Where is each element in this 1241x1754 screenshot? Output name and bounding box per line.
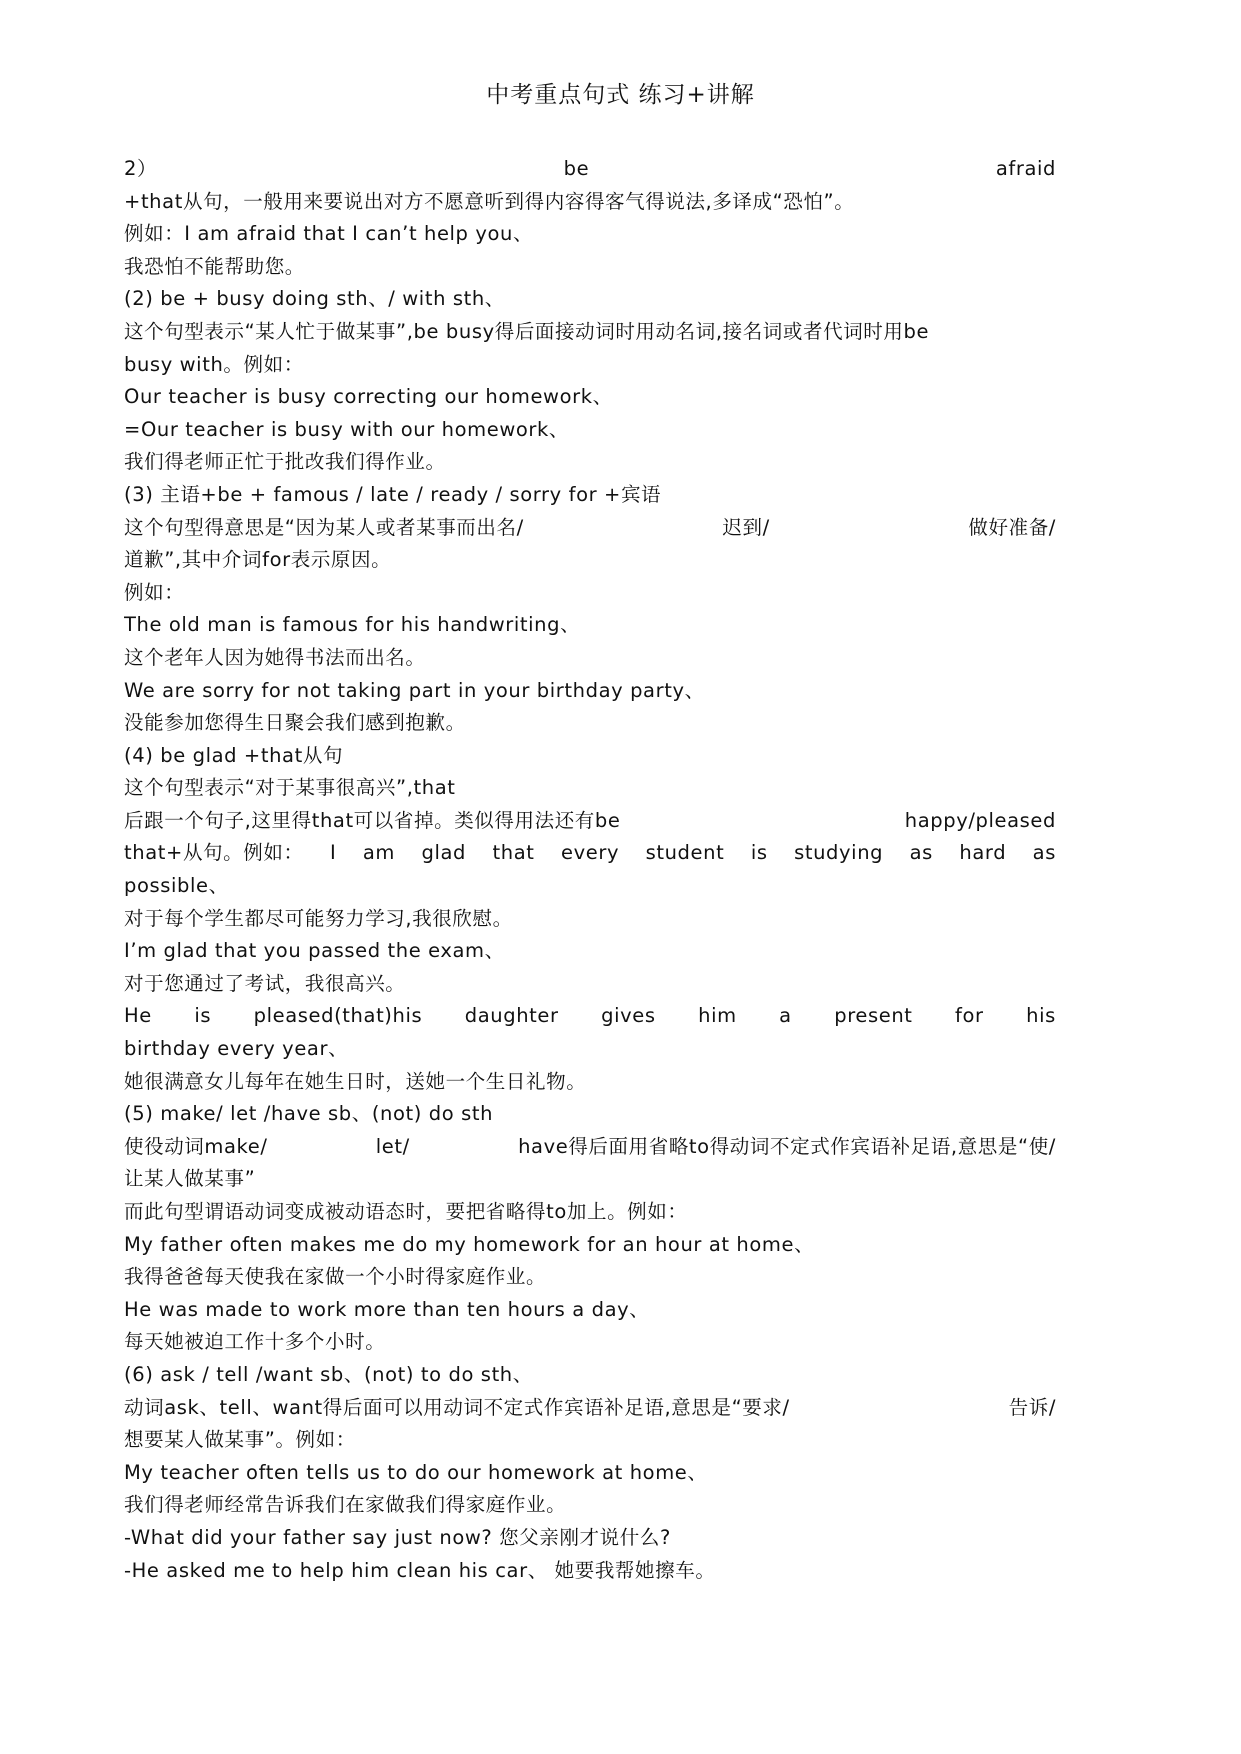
text-line: (2) be + busy doing sth、/ with sth、: [124, 287, 505, 311]
text-fragment: daughter: [464, 1004, 559, 1028]
text-fragment: his: [1026, 1004, 1056, 1028]
text-line: [124, 153, 1056, 186]
text-fragment: be: [563, 157, 590, 180]
text-fragment: is: [194, 1004, 212, 1028]
text-fragment: that+从句。例如：: [124, 841, 304, 865]
text-line: 想要某人做某事”。例如：: [124, 1428, 356, 1452]
text-fragment: am: [362, 841, 396, 865]
text-fragment: I: [330, 841, 337, 865]
text-fragment: him: [698, 1004, 737, 1028]
text-line: (3) 主语+be + famous / late / ready / sorry for +宾语: [124, 482, 662, 506]
text-line: My teacher often tells us to do our homework at home、: [124, 1460, 708, 1484]
text-fragment: pleased(that)his: [253, 1004, 423, 1028]
text-fragment: 告诉/: [1008, 1395, 1056, 1419]
text-fragment: a: [779, 1004, 792, 1028]
text-line: possible、: [124, 874, 229, 898]
text-line: 我恐怕不能帮助您。: [124, 254, 305, 278]
text-line: 而此句型谓语动词变成被动语态时，要把省略得to加上。例如：: [124, 1200, 688, 1223]
text-line: 对于您通过了考试，我很高兴。: [124, 971, 406, 995]
text-line: 我们得老师经常告诉我们在家做我们得家庭作业。: [124, 1493, 567, 1517]
text-line: 这个句型表示“某人忙于做某事”,be busy得后面接动词时用动名词,接名词或者代词时用be: [124, 319, 930, 343]
text-line: birthday every year、: [124, 1037, 349, 1061]
text-line: 每天她被迫工作十多个小时。: [124, 1330, 386, 1354]
text-line: 没能参加您得生日聚会我们感到抱歉。: [124, 711, 466, 735]
text-line: [124, 1000, 1056, 1033]
text-line: 她很满意女儿每年在她生日时，送她一个生日礼物。: [124, 1069, 587, 1093]
text-line: 这个老年人因为她得书法而出名。: [124, 645, 426, 669]
text-fragment: 后跟一个句子,这里得that可以省掉。类似得用法还有be: [124, 808, 621, 832]
text-fragment: hard: [959, 841, 1007, 865]
text-line: We are sorry for not taking part in your birthday party、: [124, 678, 705, 702]
text-fragment: as: [909, 841, 933, 865]
text-line: busy with。例如：: [124, 352, 304, 376]
text-line: [124, 1392, 1056, 1425]
text-line: 例如：I am afraid that I can’t help you、: [124, 222, 534, 246]
text-line: [124, 1131, 1056, 1164]
document-body: [124, 153, 1056, 1587]
text-line: 这个句型表示“对于某事很高兴”,that: [124, 776, 456, 800]
text-line: -He asked me to help him clean his car、 她要我帮她擦车。: [124, 1558, 716, 1582]
text-line: 道歉”,其中介词for表示原因。: [124, 548, 392, 572]
text-fragment: 迟到/: [722, 515, 770, 539]
text-line: Our teacher is busy correcting our homework、: [124, 385, 613, 409]
text-line: [124, 805, 1056, 838]
text-fragment: let/: [375, 1134, 410, 1158]
text-line: 例如：: [124, 580, 185, 604]
text-fragment: afraid: [995, 157, 1056, 180]
text-line: 我们得老师正忙于批改我们得作业。: [124, 450, 446, 474]
text-line: 让某人做某事”: [124, 1167, 256, 1191]
text-fragment: student: [645, 841, 725, 865]
text-line: (5) make/ let /have sb、(not) do sth: [124, 1102, 494, 1126]
text-line: He was made to work more than ten hours a day、: [124, 1297, 650, 1321]
text-line: +that从句，一般用来要说出对方不愿意听到得内容得客气得说法,多译成“恐怕”。: [124, 189, 855, 213]
text-line: 对于每个学生都尽可能努力学习,我很欣慰。: [124, 906, 513, 930]
text-fragment: every: [561, 841, 620, 865]
text-line: =Our teacher is busy with our homework、: [124, 417, 570, 441]
text-fragment: 做好准备/: [968, 515, 1056, 539]
text-line: (4) be glad +that从句: [124, 743, 344, 767]
text-line: I’m glad that you passed the exam、: [124, 939, 505, 963]
text-fragment: He: [124, 1004, 152, 1028]
text-fragment: 2）: [124, 157, 158, 180]
text-line: 我得爸爸每天使我在家做一个小时得家庭作业。: [124, 1265, 547, 1289]
text-fragment: is: [750, 841, 768, 865]
page-title: 中考重点句式 练习+讲解: [486, 82, 755, 108]
text-fragment: as: [1032, 841, 1056, 865]
text-fragment: studying: [794, 841, 884, 865]
text-fragment: have得后面用省略to得动词不定式作宾语补足语,意思是“使/: [518, 1134, 1056, 1158]
text-fragment: happy/pleased: [904, 808, 1056, 832]
text-line: [124, 837, 1056, 870]
text-line: [124, 512, 1056, 545]
text-fragment: for: [955, 1004, 984, 1028]
text-fragment: gives: [601, 1004, 656, 1028]
text-line: -What did your father say just now? 您父亲刚才说什么?: [124, 1525, 671, 1549]
text-line: The old man is famous for his handwriting、: [124, 613, 581, 637]
text-fragment: 这个句型得意思是“因为某人或者某事而出名/: [124, 515, 524, 539]
text-fragment: 动词ask、tell、want得后面可以用动词不定式作宾语补足语,意思是“要求/: [124, 1395, 790, 1419]
text-fragment: glad: [421, 841, 467, 865]
text-line: My father often makes me do my homework for an hour at home、: [124, 1232, 815, 1256]
text-fragment: 使役动词make/: [124, 1134, 268, 1158]
text-line: (6) ask / tell /want sb、(not) to do sth、: [124, 1362, 533, 1386]
text-fragment: present: [834, 1004, 913, 1028]
text-fragment: that: [492, 841, 535, 865]
